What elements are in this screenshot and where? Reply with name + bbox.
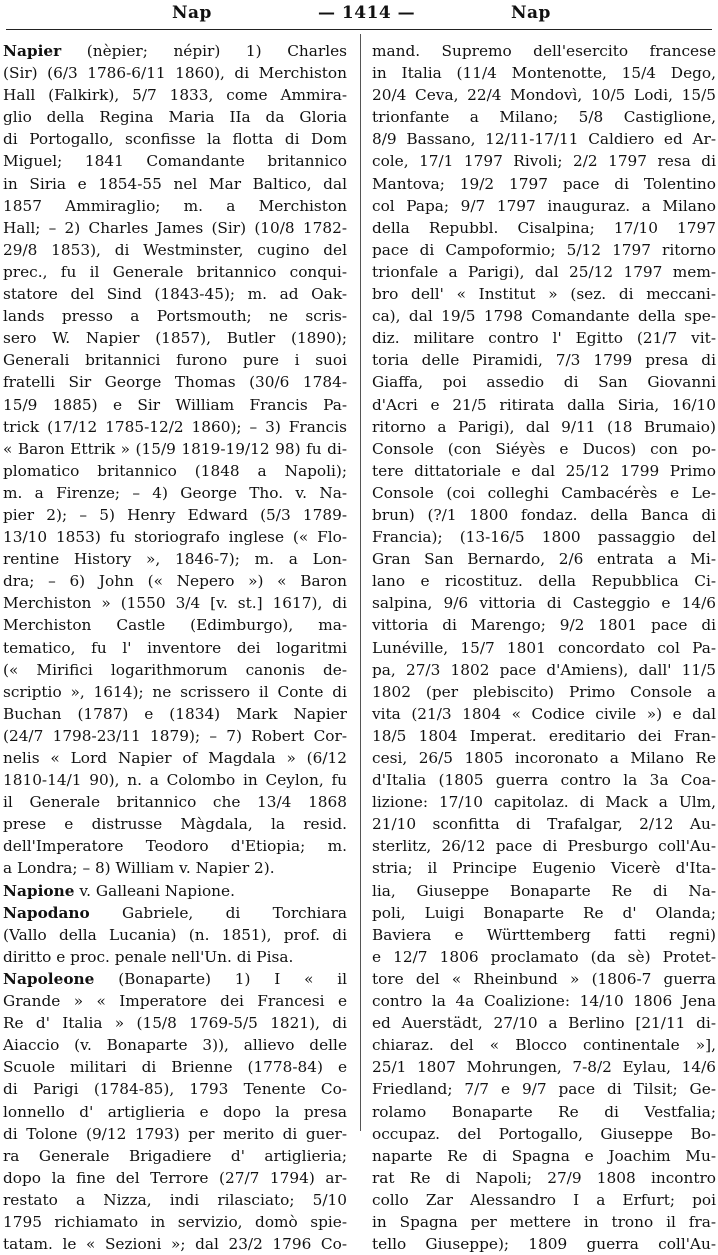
text-line: Gran San Bernardo, 2/6 entrata a Mi- — [372, 550, 716, 569]
text-line: Francia); (13-16/5 1800 passaggio del — [372, 528, 716, 547]
text-line: trionfante a Milano; 5/8 Castiglione, — [372, 108, 716, 127]
text-line: (Vallo della Lucania) (n. 1851), prof. di — [3, 925, 347, 944]
text-line: collo Zar Alessandro I a Erfurt; poi — [372, 1190, 716, 1209]
entry-headword: Napodano — [3, 903, 90, 922]
entry-headword: Napier — [3, 42, 62, 60]
text-line: poli, Luigi Bonaparte Re d' Olanda; — [372, 903, 716, 922]
text-line: ritorno a Parigi), dal 9/11 (18 Brumaio) — [372, 417, 716, 436]
text-line: d'Acri e 21/5 ritirata dalla Siria, 16/10 — [372, 395, 716, 414]
text-line: ed Auerstädt, 27/10 a Berlino [21/11 di- — [372, 1014, 716, 1033]
text-line: Console (coi colleghi Cambacérès e Le- — [372, 483, 716, 502]
text-line: 15/9 1885) e Sir William Francis Pa- — [3, 395, 347, 414]
text-line: cole, 17/1 1797 Rivoli; 2/2 1797 resa di — [372, 152, 716, 171]
text-line: 18/5 1804 Imperat. ereditario dei Fran- — [372, 726, 716, 745]
text-line: col Papa; 9/7 1797 inauguraz. a Milano — [372, 196, 716, 215]
text-line: contro la 4a Coalizione: 14/10 1806 Jena — [372, 992, 716, 1011]
text-line: Napier (nèpier; népir) 1) Charles — [3, 42, 347, 60]
text-line: m. a Firenze; – 4) George Tho. v. Na- — [3, 483, 347, 502]
text-line: vittoria di Marengo; 9/2 1801 pace di — [372, 616, 716, 635]
text-line: scriptio », 1614); ne scrissero il Conte di — [3, 682, 347, 701]
entry-headword: Napione — [3, 881, 75, 900]
text-line: bro dell' « Institut » (sez. di meccani- — [372, 285, 716, 304]
text-line: Baviera e Württemberg fatti regni) — [372, 925, 716, 944]
text-line: Aiaccio (v. Bonaparte 3)), allievo delle — [3, 1036, 347, 1055]
text-line: ca), dal 19/5 1798 Comandante della spe- — [372, 307, 716, 326]
text-line: (Sir) (6/3 1786-6/11 1860), di Merchiston — [3, 64, 347, 83]
column-divider — [360, 34, 361, 1131]
text-line: 1795 richiamato in servizio, domò spie- — [3, 1212, 347, 1231]
text-line: Miguel; 1841 Comandante britannico — [3, 152, 347, 171]
text-line: in Spagna per mettere in trono il fra- — [372, 1212, 716, 1231]
text-line: della Repubbl. Cisalpina; 17/10 1797 — [372, 218, 716, 237]
text-line: 1857 Ammiraglio; m. a Merchiston — [3, 196, 347, 215]
text-line: 1810-14/1 90), n. a Colombo in Ceylon, fu — [3, 771, 347, 790]
text-line: Grande » « Imperatore dei Francesi e — [3, 992, 347, 1011]
text-line: (24/7 1798-23/11 1879); – 7) Robert Cor- — [3, 726, 347, 745]
text-line: 20/4 Ceva, 22/4 Mondovì, 10/5 Lodi, 15/5 — [372, 86, 716, 105]
text-line: lano e ricostituz. della Repubblica Ci- — [372, 572, 716, 591]
left-column — [3, 40, 347, 1254]
text-line: prec., fu il Generale britannico conqui- — [3, 262, 347, 281]
text-line: Merchiston Castle (Edimburgo), ma- — [3, 616, 347, 635]
text-line: in Siria e 1854-55 nel Mar Baltico, dal — [3, 174, 347, 193]
text-line: dra; – 6) John (« Nepero ») « Baron — [3, 572, 347, 591]
text-line: diritto e proc. penale nell'Un. di Pisa. — [3, 947, 294, 966]
text-line: lonnello d' artiglieria e dopo la presa — [3, 1102, 347, 1121]
text-line: trick (17/12 1785-12/2 1860); – 3) Francis — [3, 417, 347, 436]
text-line: rentine History », 1846-7); m. a Lon- — [3, 550, 347, 569]
text-line: 25/1 1807 Mohrungen, 7-8/2 Eylau, 14/6 — [372, 1058, 716, 1077]
text-line: di Portogallo, sconfisse la flotta di Dom — [3, 130, 347, 149]
text-line: Hall; – 2) Charles James (Sir) (10/8 1782- — [3, 218, 347, 237]
text-line: lands presso a Portsmouth; ne scris- — [3, 307, 347, 326]
text-line: 8/9 Bassano, 12/11-17/11 Caldiero ed Ar- — [372, 130, 716, 149]
text-line: plomatico britannico (1848 a Napoli); — [3, 461, 347, 480]
text-line: Hall (Falkirk), 5/7 1833, come Ammira- — [3, 86, 347, 105]
text-line: stria; il Principe Eugenio Vicerè d'Ita- — [372, 859, 716, 878]
text-line: lia, Giuseppe Bonaparte Re di Na- — [372, 881, 716, 900]
text-line: di Tolone (9/12 1793) per merito di guer- — [3, 1124, 347, 1143]
text-line: e 12/7 1806 proclamato (da sè) Protet- — [372, 947, 716, 966]
text-line: lizione: 17/10 capitolaz. di Mack a Ulm, — [372, 793, 716, 812]
text-line: Generali britannici furono pure i suoi — [3, 351, 347, 370]
right-column — [372, 40, 716, 1254]
text-line: tematico, fu l' inventore dei logaritmi — [3, 638, 347, 657]
text-line: diz. militare contro l' Egitto (21/7 vit- — [372, 329, 716, 348]
text-line: sero W. Napier (1857), Butler (1890); — [3, 329, 347, 348]
text-line: dell'Imperatore Teodoro d'Etiopia; m. — [3, 837, 347, 856]
text-line: pier 2); – 5) Henry Edward (5/3 1789- — [3, 505, 347, 524]
text-line: dopo la fine del Terrore (27/7 1794) ar- — [3, 1168, 347, 1187]
text-line: Merchiston » (1550 3/4 [v. st.] 1617), di — [3, 594, 347, 613]
text-line: glio della Regina Maria IIa da Gloria — [3, 108, 347, 127]
page-header — [0, 0, 718, 32]
text-line: nelis « Lord Napier of Magdala » (6/12 — [3, 749, 347, 767]
text-line: il Generale britannico che 13/4 1868 — [3, 793, 347, 812]
text-line: Napoleone (Bonaparte) 1) I « il — [3, 969, 347, 988]
text-line: prese e distrusse Màgdala, la resid. — [3, 815, 347, 834]
text-line: (« Mirifici logarithmorum canonis de- — [3, 660, 347, 679]
text-line: Lunéville, 15/7 1801 concordato col Pa- — [372, 638, 716, 657]
text-line: a Londra; – 8) William v. Napier 2). — [3, 859, 275, 878]
text-line: vita (21/3 1804 « Codice civile ») e dal — [372, 704, 716, 723]
text-line: 1802 (per plebiscito) Primo Console a — [372, 682, 716, 701]
text-line: Napodano Gabriele, di Torchiara — [3, 903, 347, 922]
text-line: in Italia (11/4 Montenotte, 15/4 Dego, — [372, 64, 716, 83]
header-left-guideword: Nap — [172, 3, 212, 23]
text-line: Re d' Italia » (15/8 1769-5/5 1821), di — [3, 1014, 347, 1033]
text-line: tere dittatoriale e dal 25/12 1799 Primo — [372, 461, 716, 480]
text-line: di Parigi (1784-85), 1793 Tenente Co- — [3, 1080, 347, 1099]
text-line: Scuole militari di Brienne (1778-84) e — [3, 1058, 347, 1077]
text-line: Friedland; 7/7 e 9/7 pace di Tilsit; Ge- — [372, 1080, 716, 1099]
entry-headword: Napoleone — [3, 969, 95, 988]
text-line: chiaraz. del « Blocco continentale »], — [372, 1036, 716, 1055]
page-number: — 1414 — — [318, 3, 416, 23]
text-line: restato a Nizza, indi rilasciato; 5/10 — [3, 1190, 347, 1209]
header-rule — [6, 29, 712, 30]
text-line: 29/8 1853), di Westminster, cugino del — [3, 240, 347, 259]
text-line: tore del « Rheinbund » (1806-7 guerra — [372, 969, 716, 988]
text-line: pa, 27/3 1802 pace d'Amiens), dall' 11/5 — [372, 660, 716, 679]
text-line: rat Re di Napoli; 27/9 1808 incontro — [372, 1168, 716, 1187]
header-right-guideword: Nap — [511, 3, 551, 23]
text-line: occupaz. del Portogallo, Giuseppe Bo- — [372, 1124, 716, 1143]
text-line: tello Giuseppe); 1809 guerra coll'Au- — [372, 1235, 716, 1254]
text-line: statore del Sind (1843-45); m. ad Oak- — [3, 285, 347, 304]
text-line: sterlitz, 26/12 pace di Presburgo coll'Au- — [372, 837, 716, 856]
text-line: ra Generale Brigadiere d' artiglieria; — [3, 1146, 347, 1165]
text-line: 13/10 1853) fu storiografo inglese (« Flo- — [3, 528, 347, 547]
text-line: tatam. le « Sezioni »; dal 23/2 1796 Co- — [3, 1235, 347, 1254]
text-line: Giaffa, poi assedio di San Giovanni — [372, 373, 716, 392]
text-line: salpina, 9/6 vittoria di Casteggio e 14/6 — [372, 594, 716, 613]
text-line: naparte Re di Spagna e Joachim Mu- — [372, 1146, 716, 1165]
text-line: Buchan (1787) e (1834) Mark Napier — [3, 704, 347, 723]
text-line: Napione v. Galleani Napione. — [3, 881, 235, 900]
text-line: toria delle Piramidi, 7/3 1799 presa di — [372, 351, 716, 370]
text-line: mand. Supremo dell'esercito francese — [372, 42, 716, 60]
text-line: cesi, 26/5 1805 incoronato a Milano Re — [372, 749, 716, 767]
text-line: d'Italia (1805 guerra contro la 3a Coa- — [372, 771, 716, 790]
text-line: pace di Campoformio; 5/12 1797 ritorno — [372, 240, 716, 259]
text-line: rolamo Bonaparte Re di Vestfalia; — [372, 1102, 716, 1121]
text-line: « Baron Ettrik » (15/9 1819-19/12 98) fu di- — [3, 439, 347, 458]
text-line: Mantova; 19/2 1797 pace di Tolentino — [372, 174, 716, 193]
text-line: trionfale a Parigi), dal 25/12 1797 mem- — [372, 262, 716, 281]
text-line: fratelli Sir George Thomas (30/6 1784- — [3, 373, 347, 392]
text-line: 21/10 sconfitta di Trafalgar, 2/12 Au- — [372, 815, 716, 834]
text-line: brun) (?/1 1800 fondaz. della Banca di — [372, 505, 716, 524]
text-line: Console (con Siéyès e Ducos) con po- — [372, 439, 716, 458]
